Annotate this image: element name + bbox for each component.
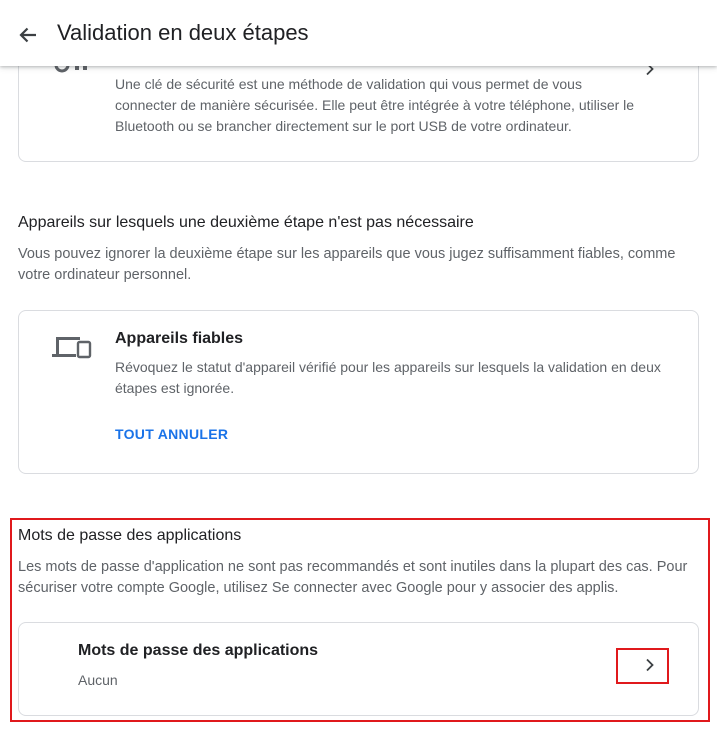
app-passwords-section-title: Mots de passe des applications [18,527,242,544]
trusted-devices-title: Appareils fiables [115,330,244,347]
app-passwords-value: Aucun [78,672,118,688]
devices-icon [52,333,92,361]
revoke-all-button[interactable]: TOUT ANNULER [115,426,229,442]
app-header [0,0,717,66]
app-passwords-section-description: Les mots de passe d'application ne sont pas recommandés et sont inutiles dans la plupart des cas. Pour sécuriser votre compte Google, utilisez Se connecter avec Google pour y associer des applis. [18,559,688,596]
security-key-description: Une clé de sécurité est une méthode de validation qui vous permet de vous connecter de manière sécurisée. Elle peut être intégrée à votre téléphone, utiliser le Bluetooth ou se brancher directement sur le port USB de votre ordinateur. [115,76,635,134]
skip-devices-section-title: Appareils sur lesquels une deuxième étape n'est pas nécessaire [18,214,474,231]
back-button[interactable] [10,17,46,53]
page-title: Validation en deux étapes [57,20,309,45]
app-passwords-card-title: Mots de passe des applications [78,642,319,659]
skip-devices-section-description: Vous pouvez ignorer la deuxième étape sur les appareils que vous jugez suffisamment fiables, comme votre ordinateur personnel. [18,246,676,283]
trusted-devices-card [18,310,699,474]
app-passwords-card[interactable] [18,622,699,716]
trusted-devices-description: Révoquez le statut d'appareil vérifié pour les appareils sur lesquels la validation en deux étapes est ignorée. [115,359,661,396]
chevron-right-icon[interactable] [643,658,657,672]
back-arrow-icon [18,25,38,45]
